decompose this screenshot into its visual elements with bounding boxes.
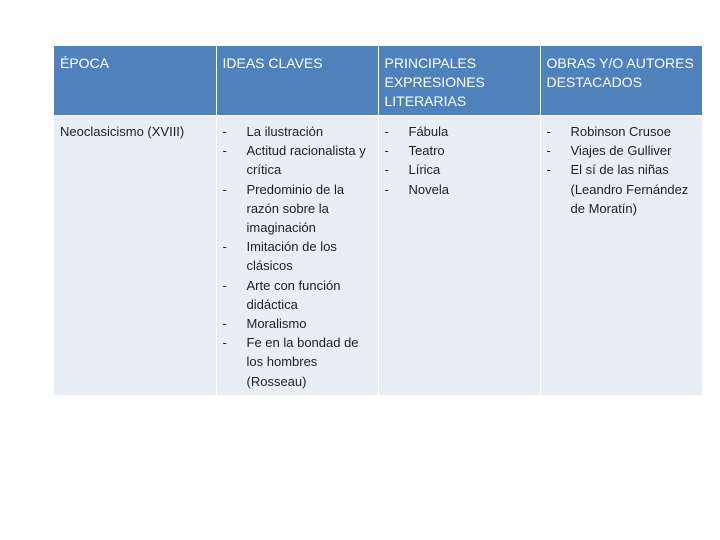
dash-bullet: - <box>384 143 389 159</box>
list-item-text: Lírica <box>408 162 441 178</box>
dash-bullet: - <box>222 277 227 293</box>
dash-bullet: - <box>222 143 227 159</box>
dash-bullet: - <box>222 335 227 351</box>
literary-period-table <box>54 46 702 395</box>
list-item <box>547 141 697 160</box>
list-item-text: La ilustración <box>246 124 324 139</box>
list-item-text: Fe en la bondad de los hombres (Rosseau) <box>246 335 359 389</box>
dash-bullet: - <box>222 124 227 139</box>
list-item <box>223 333 372 391</box>
list-item-text: Novela <box>408 181 449 197</box>
list-item-text: Viajes de Gulliver <box>570 143 672 159</box>
epoca-value: Neoclasicismo (XVIII) <box>60 124 185 139</box>
dash-bullet: - <box>546 143 551 159</box>
cell-ideas-claves <box>216 116 378 395</box>
list-item <box>223 237 372 275</box>
cell-expresiones <box>378 116 540 395</box>
expresiones-list <box>385 122 534 199</box>
list-item <box>385 160 534 179</box>
dash-bullet: - <box>546 162 551 178</box>
dash-bullet: - <box>222 181 227 197</box>
obras-list <box>547 122 697 218</box>
dash-bullet: - <box>384 124 389 139</box>
list-item <box>385 122 534 141</box>
cell-obras <box>540 116 702 395</box>
list-item <box>223 276 372 314</box>
header-expresiones-literarias: PRINCIPALES EXPRESIONES LITERARIAS <box>378 46 540 116</box>
list-item <box>223 180 372 238</box>
table-header-row <box>54 46 702 116</box>
header-epoca: ÉPOCA <box>54 46 216 116</box>
list-item-text: Fábula <box>408 124 449 139</box>
list-item <box>385 141 534 160</box>
list-item-text: Imitación de los clásicos <box>246 239 337 274</box>
list-item <box>223 122 372 141</box>
dash-bullet: - <box>384 162 389 178</box>
cell-epoca <box>54 116 216 395</box>
list-item-text: Arte con función didáctica <box>246 277 341 312</box>
dash-bullet: - <box>384 181 389 197</box>
ideas-claves-list <box>223 122 372 391</box>
list-item <box>385 180 534 199</box>
list-item-text: Predominio de la razón sobre la imaginación <box>246 181 345 236</box>
dash-bullet: - <box>222 239 227 255</box>
list-item-text: Teatro <box>408 143 445 159</box>
table-row <box>54 116 702 395</box>
list-item-text: Actitud racionalista y crítica <box>246 143 366 178</box>
list-item <box>547 122 697 141</box>
list-item <box>547 160 697 218</box>
dash-bullet: - <box>222 316 227 332</box>
header-ideas-claves: IDEAS CLAVES <box>216 46 378 116</box>
list-item <box>223 314 372 333</box>
list-item <box>223 141 372 179</box>
dash-bullet: - <box>546 124 551 139</box>
list-item-text: Robinson Crusoe <box>570 124 671 139</box>
list-item-text: El sí de las niñas (Leandro Fernández de Moratín) <box>570 162 689 216</box>
list-item-text: Moralismo <box>246 316 307 332</box>
header-obras-autores: OBRAS Y/O AUTORES DESTACADOS <box>540 46 702 116</box>
